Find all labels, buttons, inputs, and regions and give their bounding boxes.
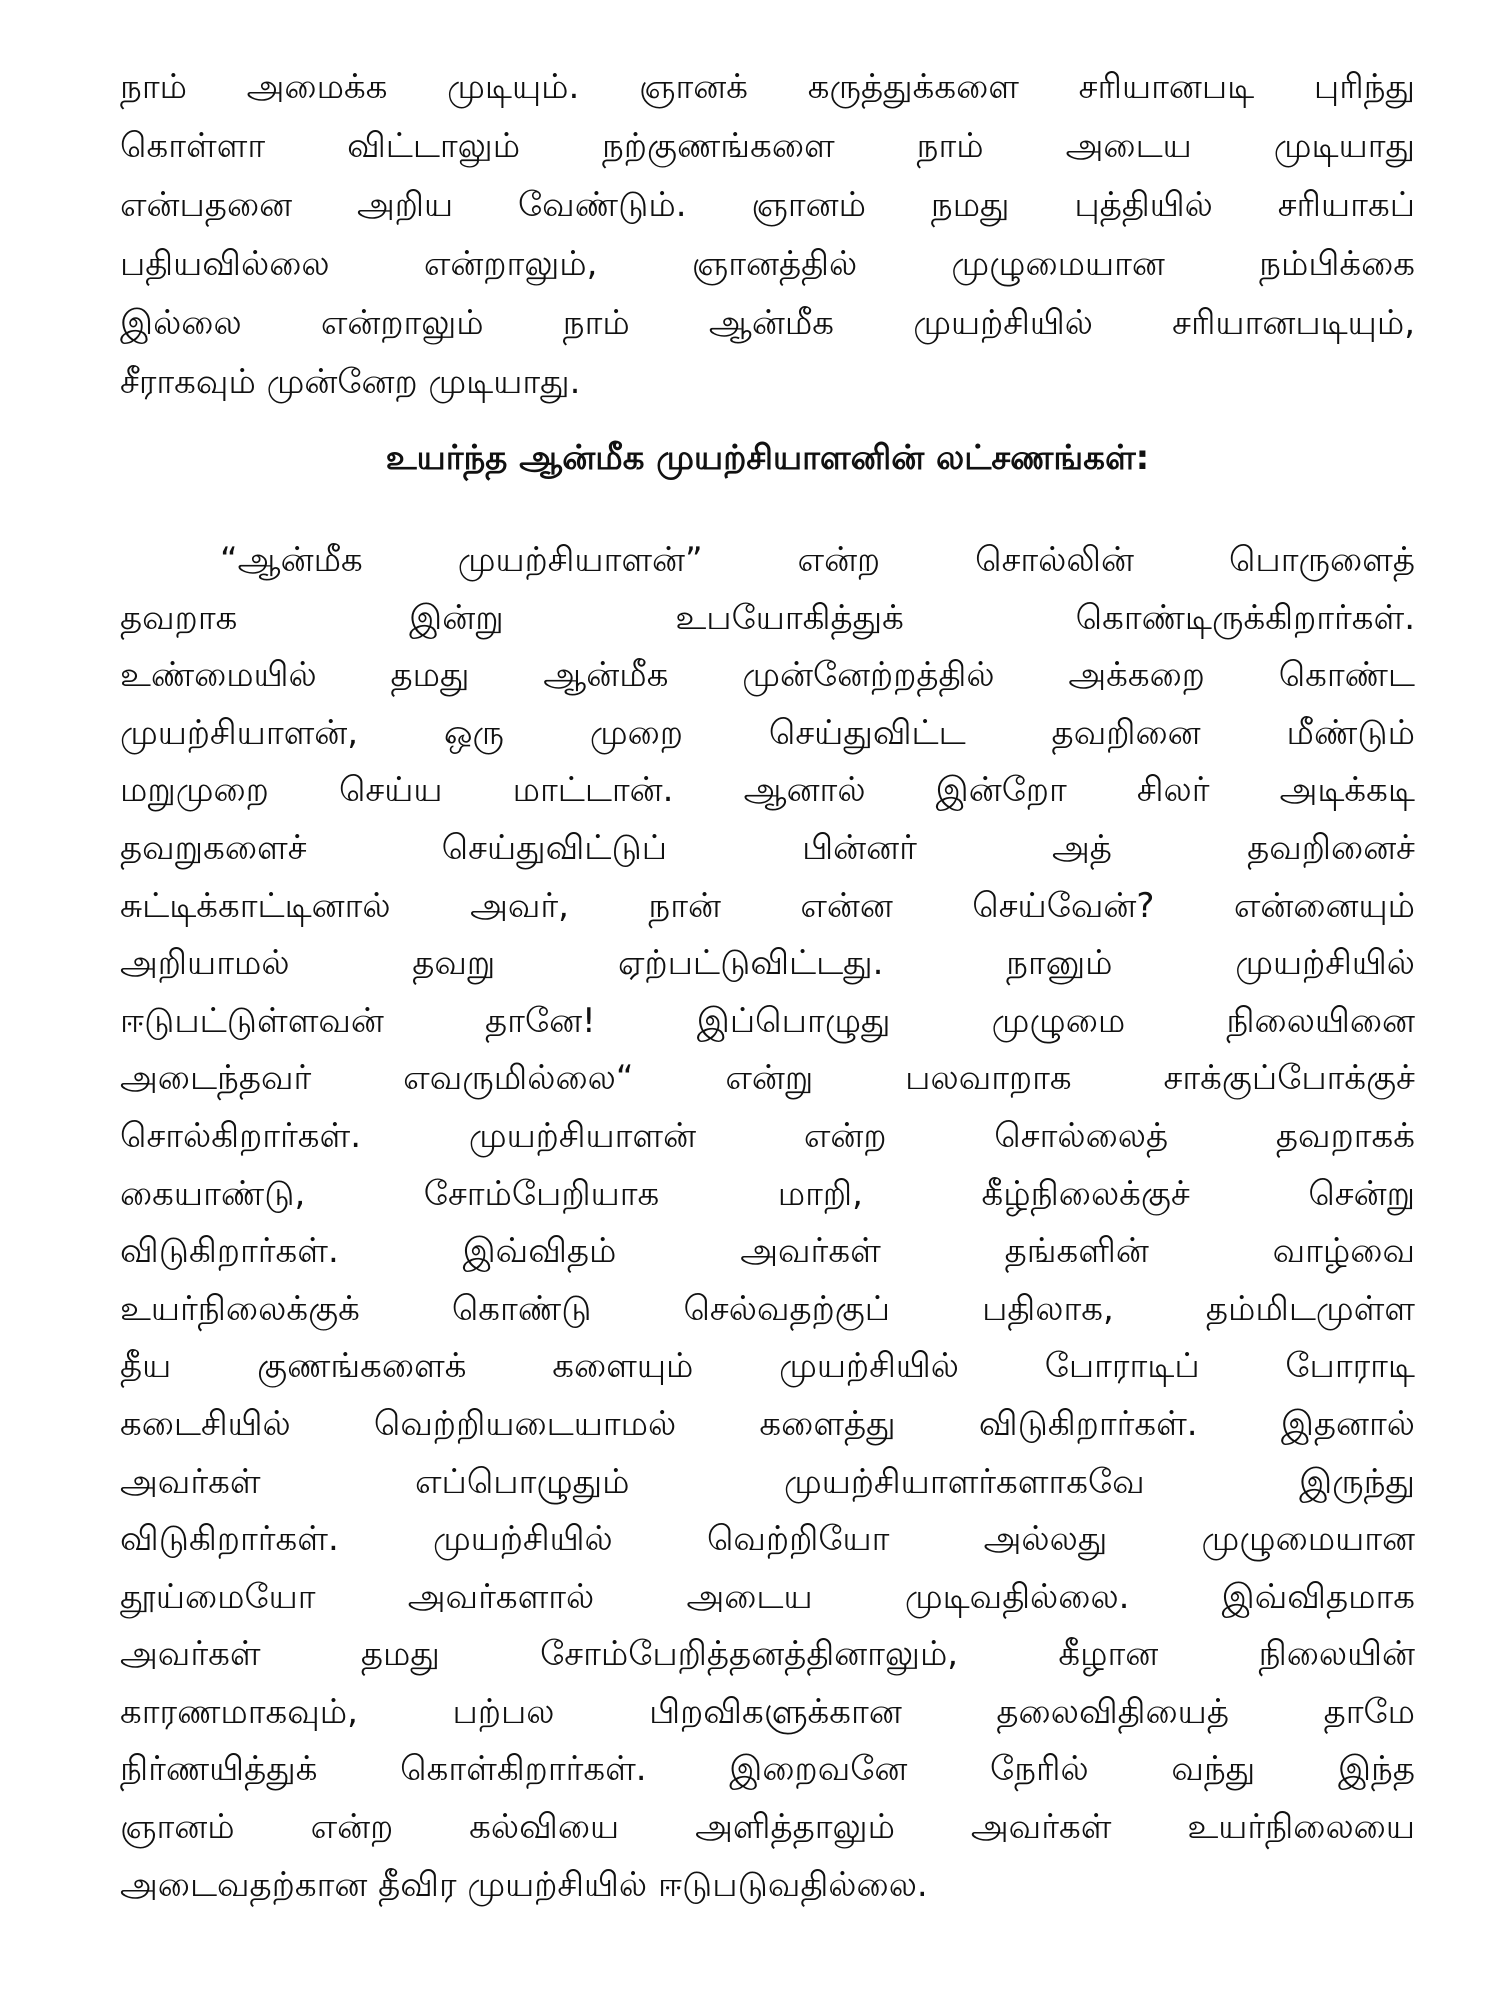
- paragraph-continuation: [120, 58, 1415, 412]
- text-line: அவர்கள் தமது சோம்பேறித்தனத்தினாலும், கீழான நிலையின்: [120, 1634, 1415, 1675]
- text-line: ஞானம் என்ற கல்வியை அளித்தாலும் அவர்கள் உயர்நிலையை: [120, 1807, 1415, 1848]
- text-line: “ஆன்மீக முயற்சியாளன்” என்ற சொல்லின் பொருளைத்: [220, 540, 1415, 580]
- text-line: அறியாமல் தவறு ஏற்பட்டுவிட்டது. நானும் முயற்சியில்: [120, 943, 1415, 984]
- text-line: அடைவதற்கான தீவிர முயற்சியில் ஈடுபடுவதில்லை.: [120, 1864, 928, 1905]
- text-line: என்பதனை அறிய வேண்டும். ஞானம் நமது புத்தியில் சரியாகப்: [120, 185, 1415, 225]
- text-line: பதியவில்லை என்றாலும், ஞானத்தில் முழுமையான நம்பிக்கை: [120, 244, 1415, 284]
- text-line: மறுமுறை செய்ய மாட்டான். ஆனால் இன்றோ சிலர் அடிக்கடி: [120, 770, 1415, 811]
- text-line: தூய்மையோ அவர்களால் அடைய முடிவதில்லை. இவ்விதமாக: [120, 1576, 1415, 1617]
- text-line: சீராகவும் முன்னேற முடியாது.: [120, 362, 581, 402]
- text-line: தீய குணங்களைக் களையும் முயற்சியில் போராடிப் போராடி: [120, 1346, 1415, 1387]
- text-line: கடைசியில் வெற்றியடையாமல் களைத்து விடுகிறார்கள். இதனால்: [120, 1403, 1415, 1444]
- text-line: தவறுகளைச் செய்துவிட்டுப் பின்னர் அத் தவறினைச்: [120, 827, 1415, 868]
- text-line: அவர்கள் எப்பொழுதும் முயற்சியாளர்களாகவே இருந்து: [120, 1461, 1415, 1502]
- text-line: விடுகிறார்கள். இவ்விதம் அவர்கள் தங்களின் வாழ்வை: [120, 1231, 1415, 1272]
- text-line: இல்லை என்றாலும் நாம் ஆன்மீக முயற்சியில் சரியானபடியும்,: [120, 303, 1415, 343]
- section-heading: உயர்ந்த ஆன்மீக முயற்சியாளனின் லட்சணங்கள்:: [385, 438, 1150, 478]
- text-line: கொள்ளா விட்டாலும் நற்குணங்களை நாம் அடைய முடியாது: [120, 126, 1415, 166]
- text-line: நிர்ணயித்துக் கொள்கிறார்கள். இறைவனே நேரில் வந்து இந்த: [120, 1749, 1415, 1790]
- text-line: உயர்நிலைக்குக் கொண்டு செல்வதற்குப் பதிலாக, தம்மிடமுள்ள: [120, 1288, 1415, 1329]
- text-line: உண்மையில் தமது ஆன்மீக முன்னேற்றத்தில் அக்கறை கொண்ட: [120, 655, 1415, 696]
- text-line: தவறாக இன்று உபயோகித்துக் கொண்டிருக்கிறார்கள்.: [120, 597, 1415, 638]
- text-line: சுட்டிக்காட்டினால் அவர், நான் என்ன செய்வேன்? என்னையும்: [120, 885, 1415, 926]
- text-line: கையாண்டு, சோம்பேறியாக மாறி, கீழ்நிலைக்குச் சென்று: [120, 1173, 1415, 1214]
- text-line: நாம் அமைக்க முடியும். ஞானக் கருத்துக்களை சரியானபடி புரிந்து: [120, 67, 1415, 107]
- text-line: முயற்சியாளன், ஒரு முறை செய்துவிட்ட தவறினை மீண்டும்: [120, 712, 1415, 753]
- text-line: காரணமாகவும், பற்பல பிறவிகளுக்கான தலைவிதியைத் தாமே: [120, 1691, 1415, 1732]
- text-line: விடுகிறார்கள். முயற்சியில் வெற்றியோ அல்லது முழுமையான: [120, 1519, 1415, 1560]
- text-line: ஈடுபட்டுள்ளவன் தானே! இப்பொழுது முழுமை நிலையினை: [120, 1000, 1415, 1041]
- text-line: அடைந்தவர் எவருமில்லை“ என்று பலவாறாக சாக்குப்போக்குச்: [120, 1058, 1415, 1099]
- text-line: சொல்கிறார்கள். முயற்சியாளன் என்ற சொல்லைத் தவறாகக்: [120, 1115, 1415, 1156]
- paragraph-body: [120, 532, 1415, 1914]
